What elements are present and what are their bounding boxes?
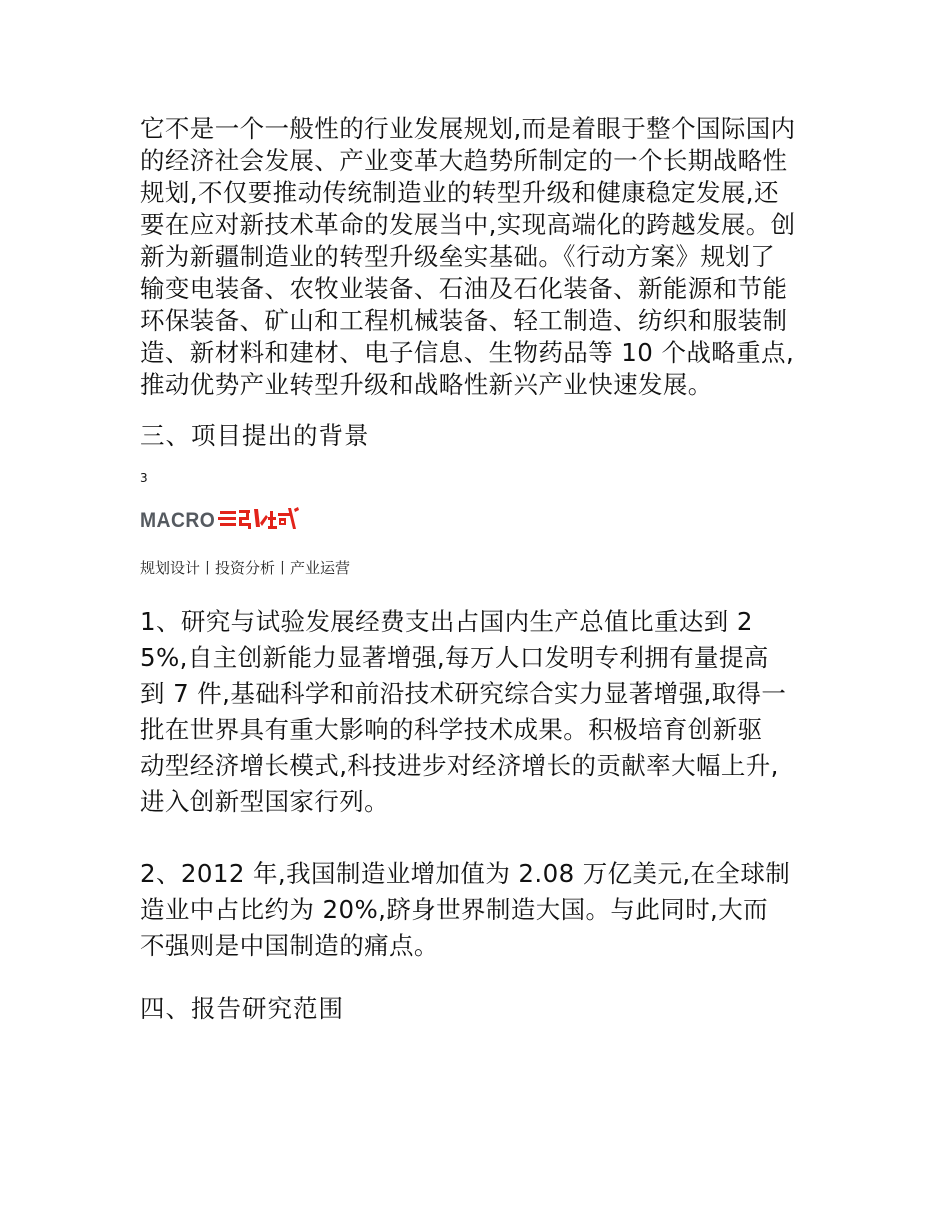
point-1-paragraph: 1、研究与试验发展经费支出占国内生产总值比重达到 2 5%,自主创新能力显著增强,每万人口发明专利拥有量提高 到 7 件,基础科学和前沿技术研究综合实力显著增强,取得一 批在世界具有重大影响的科学技术成果。积极培育创新驱 动型经济增长模式,科技进步对经济增长的贡献率大幅上升, 进入创新型国家行列。 <box>140 607 787 816</box>
logo-wordmark: MACRO <box>140 509 216 532</box>
company-tagline: 规划设计丨投资分析丨产业运营 <box>140 559 351 577</box>
section-heading-research-scope: 四、报告研究范围 <box>140 994 344 1023</box>
logo-mark-icon <box>218 505 322 537</box>
macro-logo <box>140 506 322 536</box>
page-number: 3 <box>140 471 148 485</box>
section-heading-background: 三、项目提出的背景 <box>140 421 370 450</box>
intro-paragraph: 它不是一个一般性的行业发展规划,而是着眼于整个国际国内 的经济社会发展、产业变革大趋势所制定的一个长期战略性 规划,不仅要推动传统制造业的转型升级和健康稳定发展,还 要在应对新技术革命的发展当中,实现高端化的跨越发展。创 新为新疆制造业的转型升级垒实基础。《行动方案》规划了 输变电装备、农牧业装备、石油及石化装备、新能源和节能 环保装备、矿山和工程机械装备、轻工制造、纺织和服装制 造、新材料和建材、电子信息、生物药品等 10 个战略重点, 推动优势产业转型升级和战略性新兴产业快速发展。 <box>140 114 796 399</box>
point-2-paragraph: 2、2012 年,我国制造业增加值为 2.08 万亿美元,在全球制 造业中占比约为 20%,跻身世界制造大国。与此同时,大而 不强则是中国制造的痛点。 <box>140 859 791 960</box>
